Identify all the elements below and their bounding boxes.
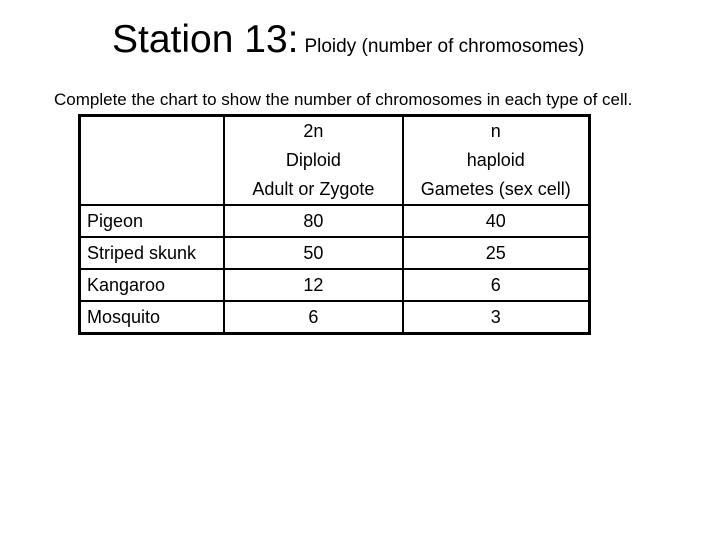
header-haploid-cell: [403, 116, 590, 206]
table-row: [80, 237, 590, 269]
haploid-count: 3: [403, 301, 590, 334]
haploid-count: 6: [403, 269, 590, 301]
organism-name: Striped skunk: [80, 237, 225, 269]
table-row: [80, 301, 590, 334]
organism-name: Pigeon: [80, 205, 225, 237]
organism-name: Mosquito: [80, 301, 225, 334]
diploid-count: 80: [224, 205, 402, 237]
haploid-count: 25: [403, 237, 590, 269]
table-row: [80, 269, 590, 301]
chromosome-chart: [78, 114, 591, 335]
header-haploid-term: haploid: [466, 150, 525, 170]
header-diploid-term: Diploid: [285, 150, 341, 170]
diploid-count: 6: [224, 301, 402, 334]
header-diploid-cell: [224, 116, 402, 206]
header-blank-cell: [80, 116, 225, 206]
instructions-text: Complete the chart to show the number of chromosomes in each type of cell.: [54, 90, 633, 109]
haploid-count: 40: [403, 205, 590, 237]
page-title: [112, 20, 584, 59]
header-row: [80, 116, 590, 206]
header-haploid-desc: Gametes (sex cell): [420, 179, 571, 199]
station-title: Station 13:: [112, 18, 299, 61]
organism-name: Kangaroo: [80, 269, 225, 301]
header-diploid-symbol: 2n: [303, 121, 324, 141]
station-subtitle: Ploidy (number of chromosomes): [304, 36, 585, 57]
table-row: [80, 205, 590, 237]
header-haploid-symbol: n: [490, 121, 501, 141]
header-diploid-desc: Adult or Zygote: [252, 179, 375, 199]
diploid-count: 12: [224, 269, 402, 301]
diploid-count: 50: [224, 237, 402, 269]
